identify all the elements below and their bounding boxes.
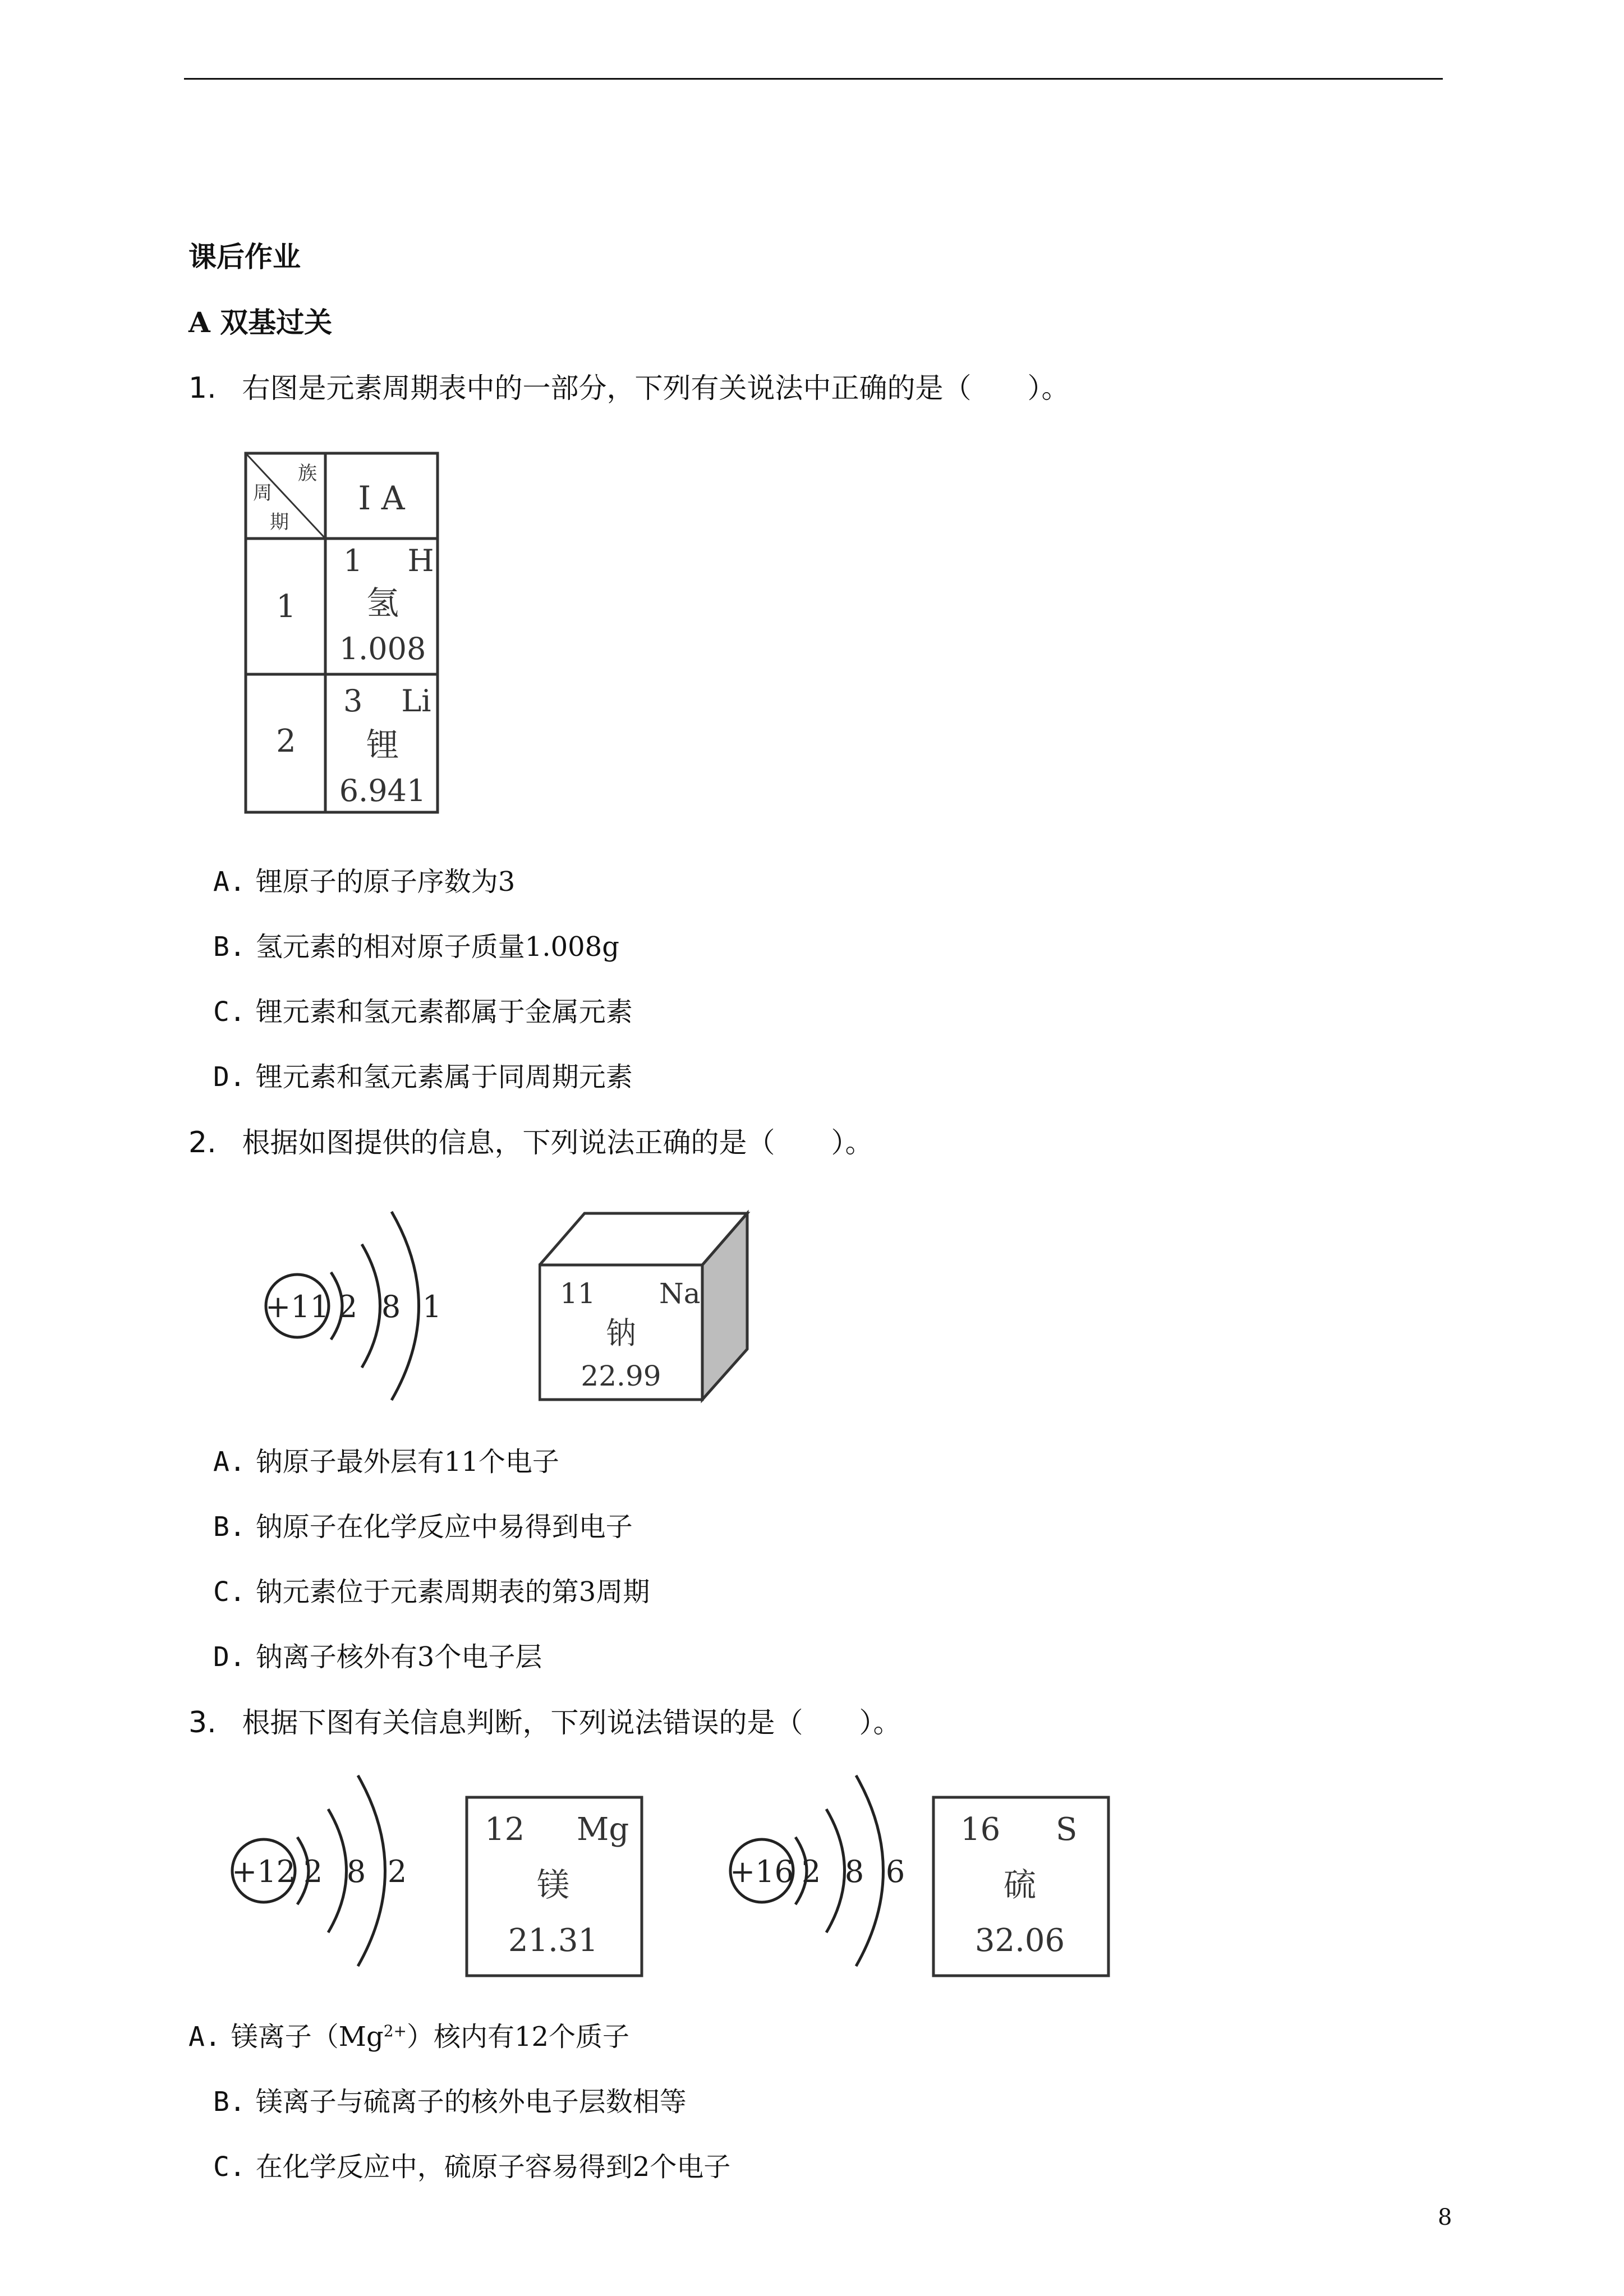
q3-option-a: A. 镁离子$(Mg^{2+})$核内有12个质子 — [188, 2021, 630, 2053]
s-element-card — [931, 1795, 1111, 1980]
h-symbol: H — [407, 543, 434, 578]
s-shell-1: 2 — [801, 1854, 821, 1889]
q1-option-c: C. 锂元素和氢元素都属于金属元素 — [213, 996, 633, 1028]
s-name: 硫 — [1003, 1866, 1037, 1904]
header-period-2: 期 — [270, 511, 289, 533]
li-name: 锂 — [366, 726, 399, 764]
section-title: 课后作业 — [188, 240, 301, 273]
na-symbol: Na — [659, 1277, 701, 1310]
li-atomic-number: 3 — [343, 683, 363, 719]
na-mass: 22.99 — [581, 1360, 661, 1392]
mg-element-card — [464, 1795, 644, 1980]
header-rule — [184, 78, 1443, 80]
question-3 — [188, 1700, 901, 1741]
mg-shell-1: 2 — [303, 1854, 323, 1889]
question-text: 根据下图有关信息判断，下列说法错误的是（ ）。 — [242, 1706, 901, 1739]
question-1 — [188, 366, 1070, 406]
h-name: 氢 — [366, 584, 399, 622]
na-atomic-structure — [258, 1200, 460, 1402]
mg-mass: 21.31 — [508, 1922, 599, 1959]
q3-option-b: B. 镁离子与硫离子的核外电子层数相等 — [213, 2086, 687, 2118]
question-text: 根据如图提供的信息，下列说法正确的是（ ）。 — [242, 1126, 873, 1159]
q1-option-a: A. 锂原子的原子序数为3 — [213, 866, 516, 898]
na-atomic-number: 11 — [560, 1277, 596, 1310]
s-shell-3: 6 — [885, 1854, 905, 1889]
charge-superscript: 2+ — [383, 2022, 407, 2040]
q1-option-d: D. 锂元素和氢元素属于同周期元素 — [213, 1061, 633, 1093]
mg-shell-3: 2 — [387, 1854, 407, 1889]
header-period: 周 — [253, 482, 272, 504]
periodic-table-figure — [241, 449, 443, 819]
q2-option-b: B. 钠原子在化学反应中易得到电子 — [213, 1511, 633, 1543]
question-number: 1. — [188, 371, 217, 405]
subsection-title: A 双基过关 — [188, 306, 333, 339]
question-number: 3. — [188, 1706, 217, 1740]
na-shell-3: 1 — [422, 1289, 442, 1324]
header-group: 族 — [298, 462, 317, 485]
page-number: 8 — [1438, 2205, 1452, 2230]
mg-atomic-structure — [224, 1767, 426, 1969]
s-shell-2: 8 — [844, 1854, 864, 1889]
na-name: 钠 — [606, 1315, 636, 1351]
s-mass: 32.06 — [974, 1922, 1065, 1959]
q3-option-c: C. 在化学反应中，硫原子容易得到2个电子 — [213, 2151, 731, 2183]
mg-name: 镁 — [536, 1866, 570, 1904]
h-atomic-number: 1 — [343, 543, 363, 578]
s-atomic-number: 16 — [960, 1811, 1001, 1848]
s-symbol: S — [1056, 1811, 1078, 1848]
mg-symbol: Mg — [577, 1811, 629, 1848]
h-mass: 1.008 — [339, 631, 426, 666]
na-element-card — [539, 1209, 752, 1405]
period-2-label: 2 — [276, 723, 296, 760]
q1-option-b: B. 氢元素的相对原子质量1.008g — [213, 931, 619, 963]
na-nucleus-charge: +11 — [265, 1289, 329, 1324]
q2-option-c: C. 钠元素位于元素周期表的第3周期 — [213, 1576, 650, 1608]
q2-option-d: D. 钠离子核外有3个电子层 — [213, 1641, 542, 1673]
na-shell-1: 2 — [338, 1289, 358, 1324]
question-number: 2. — [188, 1126, 217, 1159]
s-nucleus-charge: +16 — [730, 1854, 794, 1889]
question-2 — [188, 1120, 873, 1161]
mg-nucleus-charge: +12 — [232, 1854, 296, 1889]
mg-atomic-number: 12 — [485, 1811, 525, 1848]
group-label: I A — [358, 479, 405, 517]
q2-option-a: A. 钠原子最外层有11个电子 — [213, 1446, 559, 1478]
period-1-label: 1 — [276, 588, 296, 625]
li-mass: 6.941 — [339, 773, 426, 808]
mg-shell-2: 8 — [346, 1854, 366, 1889]
question-text: 右图是元素周期表中的一部分，下列有关说法中正确的是（ ）。 — [242, 372, 1070, 404]
li-symbol: Li — [401, 683, 431, 719]
s-atomic-structure — [723, 1767, 924, 1969]
na-shell-2: 8 — [381, 1289, 401, 1324]
